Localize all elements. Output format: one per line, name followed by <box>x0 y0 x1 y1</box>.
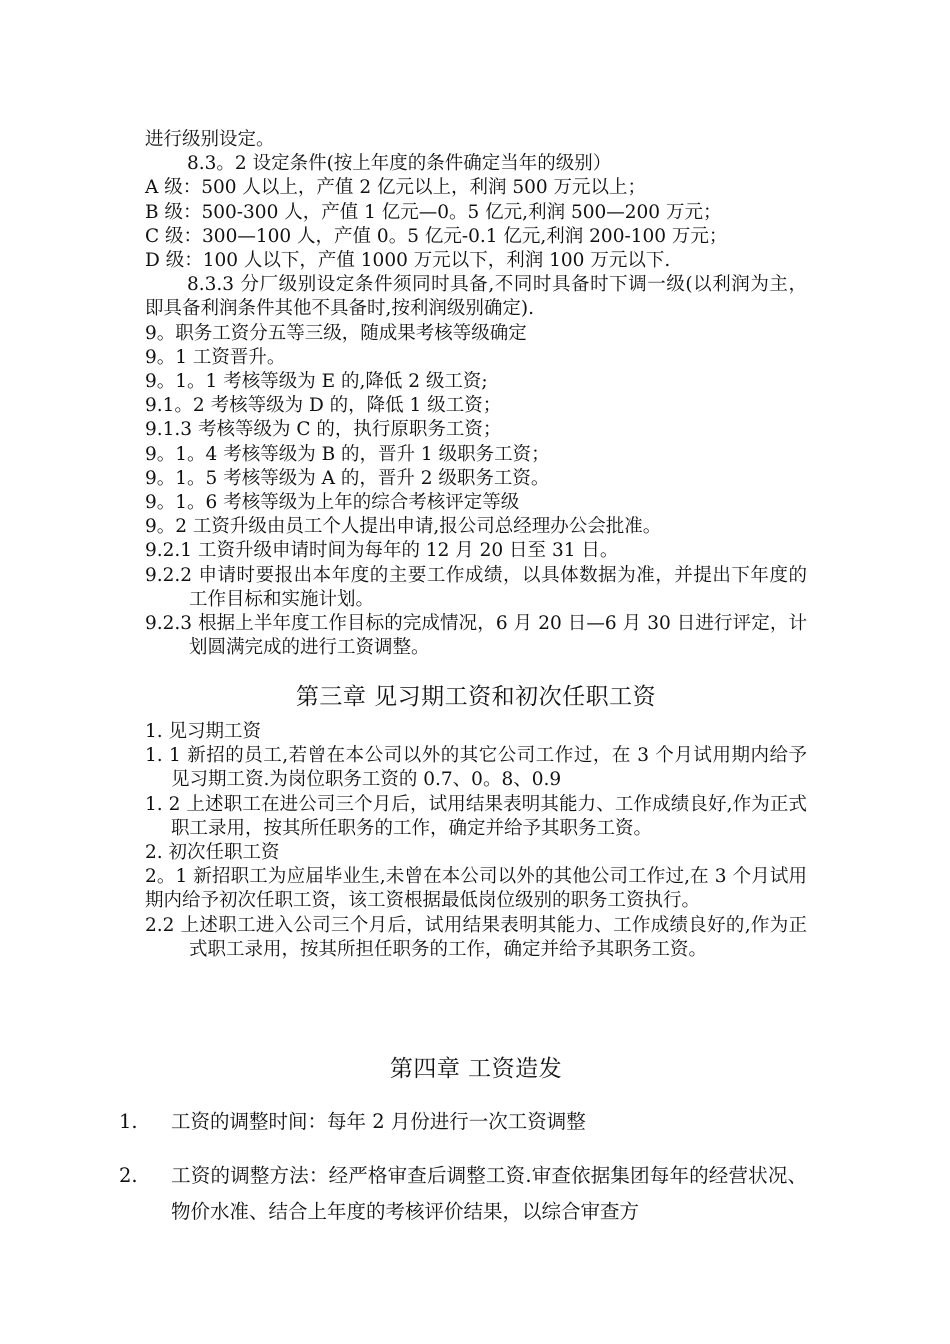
paragraph: 1. 1 新招的员工,若曾在本公司以外的其它公司工作过，在 3 个月试用期内给予见习期工资.为岗位职务工资的 0.7、0。8、0.9 <box>145 745 807 791</box>
item-text: 工资的调整方法：经严格审查后调整工资.审查依据集团每年的经营状况、物价水准、结合上年度的考核评价结果，以综合审查方 <box>171 1164 807 1223</box>
paragraph: 2。1 新招职工为应届毕业生,未曾在本公司以外的其他公司工作过,在 3 个月试用期内给予初次任职工资，该工资根据最低岗位级别的职务工资执行。 <box>145 866 807 912</box>
paragraph: 9。1 工资晋升。 <box>145 346 286 368</box>
paragraph: 1. 2 上述职工在进公司三个月后，试用结果表明其能力、工作成绩良好,作为正式职工录用，按其所任职务的工作，确定并给予其职务工资。 <box>145 793 807 839</box>
paragraph: 1. 见习期工资 <box>145 721 262 742</box>
chapter-4-heading-wrap <box>145 1054 807 1084</box>
paragraph: 9。职务工资分五等三级，随成果考核等级确定 <box>145 322 527 344</box>
section-level-and-promotion <box>145 128 807 660</box>
paragraph: 进行级别设定。 <box>145 129 275 150</box>
paragraph: 9。1。1 考核等级为 E 的,降低 2 级工资; <box>145 371 488 393</box>
item-text: 工资的调整时间：每年 2 月份进行一次工资调整 <box>171 1110 586 1133</box>
paragraph: 8.3。2 设定条件(按上年度的条件确定当年的级别） <box>187 153 612 175</box>
item-number: 1. <box>119 1110 138 1133</box>
list-item <box>119 1104 807 1140</box>
chapter-heading: 第四章 工资造发 <box>389 1056 563 1082</box>
paragraph: 9.1。2 考核等级为 D 的，降低 1 级工资； <box>145 395 502 417</box>
chapter-heading: 第三章 见习期工资和初次任职工资 <box>295 684 657 710</box>
paragraph: A 级：500 人以上，产值 2 亿元以上，利润 500 万元以上； <box>145 177 647 199</box>
section-probation-and-initial-salary <box>145 720 807 962</box>
section-salary-adjustment <box>119 1104 807 1230</box>
paragraph: 9。2 工资升级由员工个人提出申请,报公司总经理办公会批准。 <box>145 516 662 538</box>
paragraph: 9.2.1 工资升级申请时间为每年的 12 月 20 日至 31 日。 <box>145 540 619 562</box>
list-item <box>119 1158 807 1230</box>
paragraph: 2.2 上述职工进入公司三个月后，试用结果表明其能力、工作成绩良好的,作为正式职工录用，按其所担任职务的工作，确定并给予其职务工资。 <box>145 914 807 960</box>
paragraph: 9.2.3 根据上半年度工作目标的完成情况，6 月 20 日—6 月 30 日进行评定，计划圆满完成的进行工资调整。 <box>145 613 807 659</box>
paragraph: 8.3.3 分厂级别设定条件须同时具备,不同时具备时下调一级(以利润为主，即具备利润条件其他不具备时,按利润级别确定). <box>145 274 807 320</box>
paragraph: B 级：500-300 人，产值 1 亿元—0。5 亿元,利润 500—200 万元； <box>145 201 722 223</box>
paragraph: 9.2.2 申请时要报出本年度的主要工作成绩，以具体数据为准，并提出下年度的工作目标和实施计划。 <box>145 564 807 610</box>
paragraph: D 级：100 人以下，产值 1000 万元以下，利润 100 万元以下. <box>145 250 671 272</box>
chapter-3-heading-wrap <box>145 682 807 712</box>
paragraph: 9。1。4 考核等级为 B 的，晋升 1 级职务工资； <box>145 443 550 465</box>
paragraph: 9.1.3 考核等级为 C 的，执行原职务工资； <box>145 419 502 441</box>
paragraph: 9。1。6 考核等级为上年的综合考核评定等级 <box>145 492 520 514</box>
paragraph: C 级：300—100 人，产值 0。5 亿元-0.1 亿元,利润 200-100 万元； <box>145 225 728 247</box>
paragraph: 2. 初次任职工资 <box>145 842 280 864</box>
item-number: 2. <box>119 1164 138 1187</box>
paragraph: 9。1。5 考核等级为 A 的，晋升 2 级职务工资。 <box>145 467 550 489</box>
